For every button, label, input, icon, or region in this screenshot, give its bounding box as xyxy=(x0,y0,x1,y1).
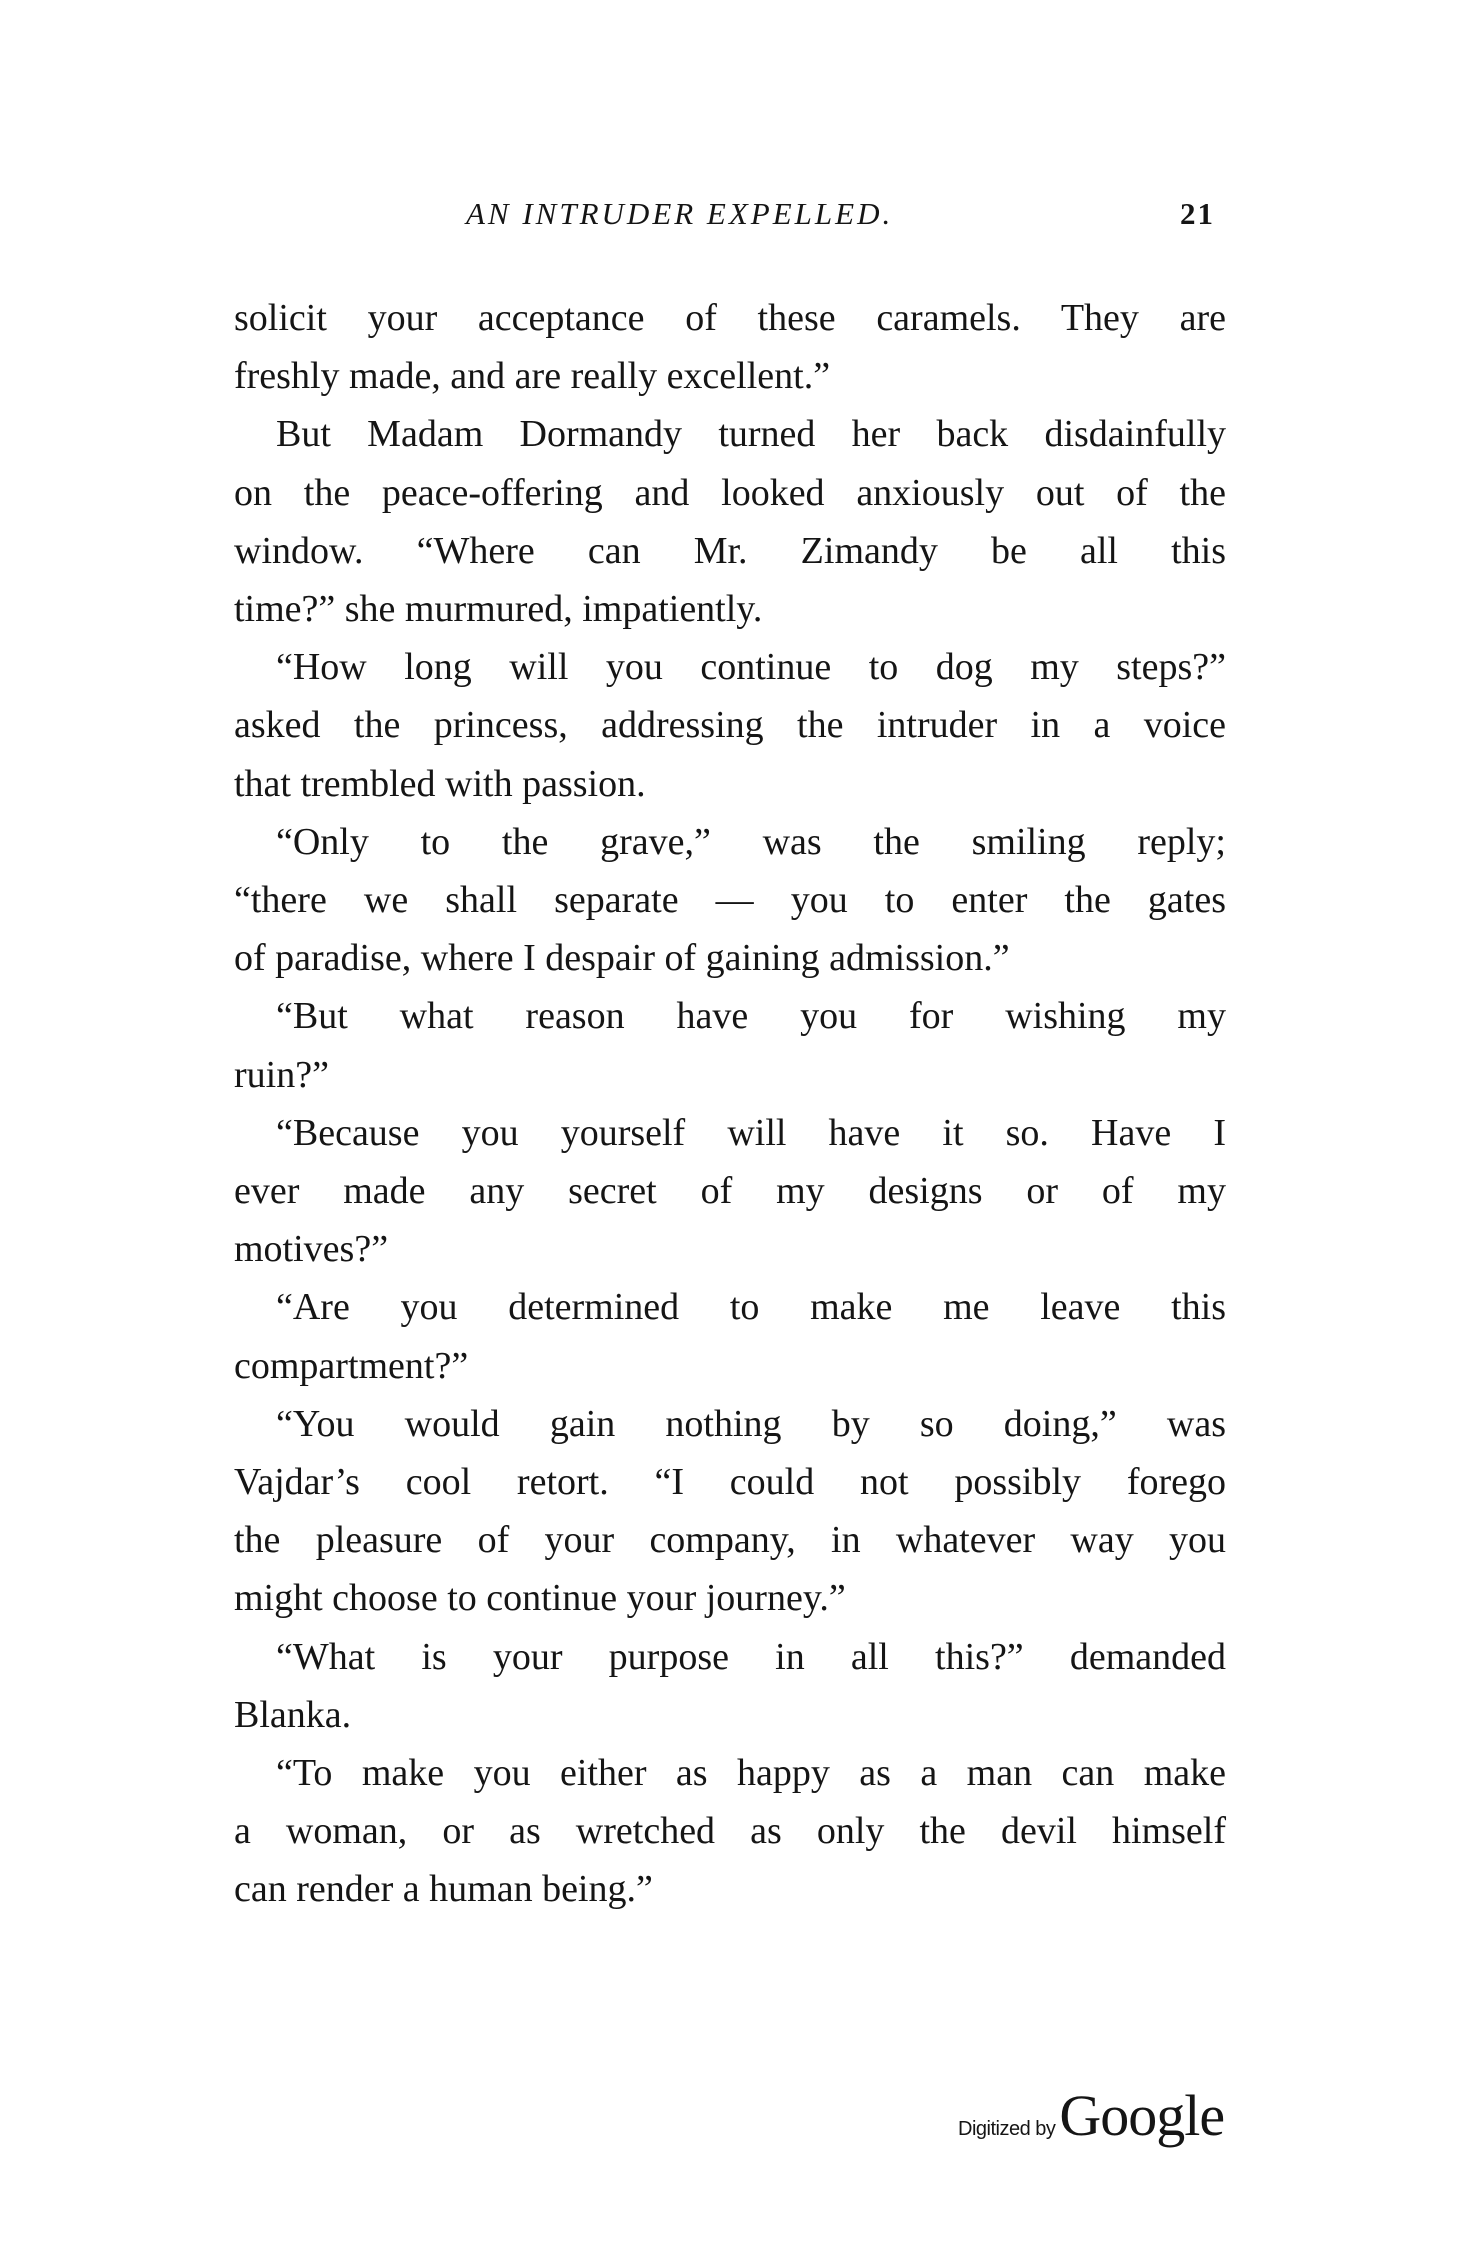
text-line: the pleasure of your company, in whatever way you xyxy=(234,1519,1226,1562)
text-line: “Because you yourself will have it so. Have I xyxy=(276,1111,1226,1154)
text-line: “Only to the grave,” was the smiling reply; xyxy=(276,820,1226,863)
text-line: can render a human being.” xyxy=(234,1868,653,1911)
text-line: But Madam Dormandy turned her back disdainfully xyxy=(276,413,1226,456)
text-line: compartment?” xyxy=(234,1344,469,1387)
text-line: window. “Where can Mr. Zimandy be all this xyxy=(234,529,1226,572)
text-line: asked the princess, addressing the intruder in a voice xyxy=(234,704,1226,747)
text-line: might choose to continue your journey.” xyxy=(234,1577,846,1620)
digitized-by-label: Digitized by xyxy=(958,2118,1056,2140)
text-line: ruin?” xyxy=(234,1053,329,1096)
text-line: “Are you determined to make me leave this xyxy=(276,1286,1226,1329)
text-line: “To make you either as happy as a man can make xyxy=(276,1752,1226,1794)
text-line: that trembled with passion. xyxy=(234,762,646,805)
text-line: “You would gain nothing by so doing,” was xyxy=(276,1402,1226,1445)
text-line: motives?” xyxy=(234,1228,389,1271)
running-head: AN INTRUDER EXPELLED. xyxy=(466,196,894,231)
text-line: “But what reason have you for wishing my xyxy=(276,995,1226,1038)
text-line: solicit your acceptance of these caramels. They are xyxy=(234,297,1226,339)
text-line: “there we shall separate — you to enter the gates xyxy=(234,879,1226,921)
text-line: “What is your purpose in all this?” demanded xyxy=(276,1635,1226,1678)
text-line: a woman, or as wretched as only the devil himself xyxy=(234,1810,1226,1853)
text-line: freshly made, and are really excellent.” xyxy=(234,355,831,398)
text-line: Vajdar’s cool retort. “I could not possibly forego xyxy=(234,1461,1226,1503)
text-line: time?” she murmured, impatiently. xyxy=(234,588,763,630)
text-line: on the peace-offering and looked anxiously out of the xyxy=(234,471,1226,514)
text-line: of paradise, where I despair of gaining admission.” xyxy=(234,937,1010,980)
text-line: Blanka. xyxy=(234,1693,352,1736)
text-line: “How long will you continue to dog my steps?” xyxy=(276,646,1226,689)
text-line: ever made any secret of my designs or of my xyxy=(234,1170,1226,1212)
digitized-by-google-watermark xyxy=(958,2082,1224,2149)
google-logo: Google xyxy=(1059,2083,1225,2148)
page-number: 21 xyxy=(1180,196,1215,231)
